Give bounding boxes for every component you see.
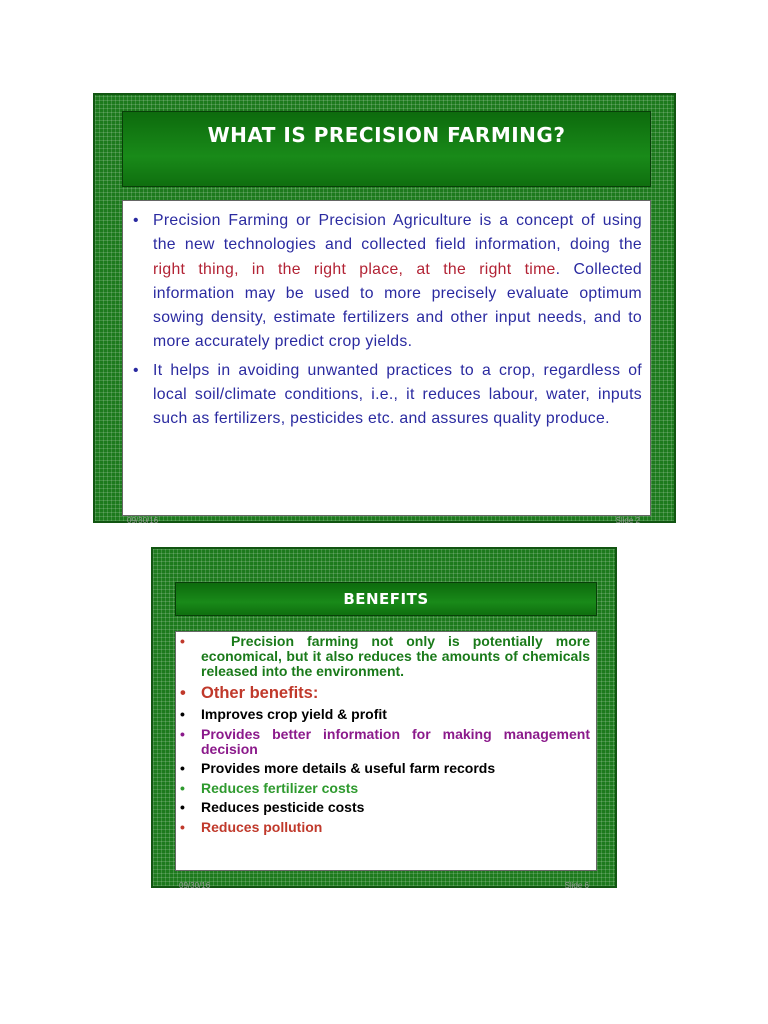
list-item (180, 781, 590, 796)
slide-number: Slide 6 (564, 881, 589, 890)
slide-number: Slide 2 (615, 516, 640, 525)
bullet-text: Precision farming not only is potentially more economical, but it also reduces the amounts of chemicals released into the environment. (201, 633, 590, 680)
bullet-icon: • (180, 725, 185, 742)
bullet-text: It helps in avoiding unwanted practices to a crop, regardless of local soil/climate conditions, i.e., it reduces labour, water, inputs such as fertilizers, pesticides etc. and assures quality produce. (153, 361, 642, 428)
bullet-icon: • (180, 818, 185, 835)
bullet-text-part: . Collected information may be used to more precisely evaluate optimum sowing density, estimate fertilizers and other input needs, and to more accurately predict crop yields. (153, 260, 643, 351)
bullet-text: Improves crop yield & profit (201, 706, 387, 723)
bullet-icon: • (180, 633, 185, 649)
bullet-text: Provides more details & useful farm records (201, 760, 496, 777)
slide-date: 09/30/16 (179, 881, 211, 890)
list-item (180, 684, 590, 703)
slide-precision-farming (93, 93, 676, 523)
slide-content (175, 631, 597, 871)
slide-benefits (151, 547, 617, 888)
bullet-icon: • (180, 706, 185, 723)
list-item (180, 800, 590, 815)
list-item (180, 820, 590, 835)
bullet-text: Provides better information for making management decision (201, 725, 590, 757)
bullet-text: Reduces pesticide costs (201, 799, 365, 816)
slide-date: 09/30/16 (127, 516, 159, 525)
list-item (133, 359, 642, 432)
list-item (133, 209, 642, 355)
bullet-text: Other benefits: (201, 683, 319, 702)
bullet-text (153, 209, 642, 355)
bullet-icon: • (133, 212, 139, 229)
list-item (180, 761, 590, 776)
bullet-icon: • (180, 799, 185, 816)
list-item (180, 727, 590, 757)
bullet-icon: • (180, 760, 185, 777)
benefit-list (180, 634, 590, 835)
bullet-text-part: Precision Farming or Precision Agriculture is a concept of using the new technologies and collected field information, doing the (153, 212, 642, 254)
bullet-text: Reduces fertilizer costs (201, 779, 359, 796)
list-item (180, 634, 590, 680)
list-item (180, 707, 590, 722)
bullet-text: Reduces pollution (201, 818, 323, 835)
highlighted-phrase: right thing, in the right place, at the right time (153, 260, 556, 278)
bullet-icon: • (180, 779, 185, 796)
bullet-icon: • (180, 683, 186, 702)
bullet-icon: • (133, 361, 139, 379)
slide-title: WHAT IS PRECISION FARMING? (122, 111, 651, 187)
slide-title: BENEFITS (175, 582, 597, 616)
slide-content (122, 200, 651, 516)
